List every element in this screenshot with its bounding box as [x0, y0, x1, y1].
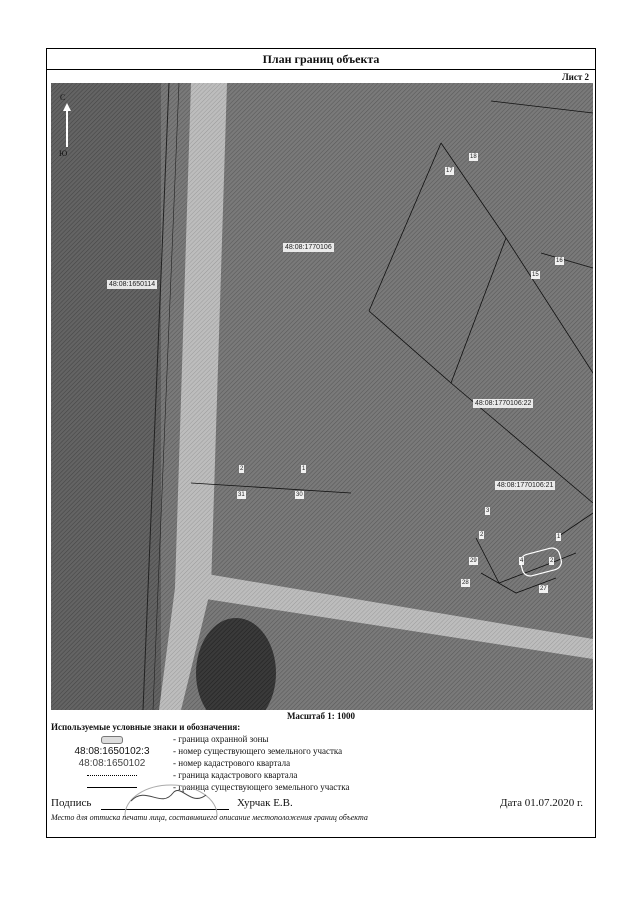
legend-item: [47, 746, 595, 758]
legend-desc: - номер существующего земельного участка: [173, 746, 343, 756]
parcel-label: 48:08:1770106: [285, 244, 332, 251]
parcel-label: 48:08:1770106:22: [475, 400, 532, 407]
legend-symbol: [57, 770, 167, 780]
legend-desc: - граница охранной зоны: [173, 734, 269, 744]
boundary-point: 31: [238, 492, 245, 498]
legend-desc: - граница существующего земельного участка: [173, 782, 350, 792]
document-title: План границ объекта: [47, 49, 595, 70]
compass-north-label: С: [60, 93, 66, 102]
legend-symbol: 48:08:1650102: [78, 758, 146, 769]
boundary-point: 15: [532, 272, 539, 278]
protection-zone-icon: [101, 736, 123, 744]
boundary-point: 30: [296, 492, 303, 498]
signature-stamp-icon: [111, 783, 231, 817]
legend-title: Используемые условные знаки и обозначения:: [51, 722, 241, 732]
quarter-boundary-line-icon: [87, 775, 137, 776]
aerial-map: [51, 83, 593, 710]
compass-south-label: Ю: [59, 149, 68, 158]
legend-symbol: 48:08:1650102:3: [74, 746, 150, 757]
boundary-point: 29: [470, 558, 477, 564]
map-scale: Масштаб 1: 1000: [286, 711, 356, 721]
legend-item: [47, 758, 595, 770]
parcel-label: 48:08:1770106:21: [497, 482, 554, 489]
legend-desc: - граница кадастрового квартала: [173, 770, 298, 780]
sheet-number: Лист 2: [561, 72, 589, 82]
legend-item: [47, 734, 595, 746]
north-arrow: [59, 93, 79, 163]
boundary-point: 18: [470, 154, 477, 160]
boundary-point: 2: [480, 532, 484, 538]
boundary-point: 1: [557, 534, 561, 540]
boundary-point: 27: [540, 586, 547, 592]
boundary-point: 17: [446, 168, 453, 174]
stamp-note: Место для оттиска печати лица, составившего описание местоположения границ объекта: [51, 813, 368, 822]
document-date: Дата 01.07.2020 г.: [500, 797, 583, 809]
legend-desc: - номер кадастрового квартала: [173, 758, 291, 768]
signature-label: Подпись: [51, 797, 92, 809]
legend-item: [47, 770, 595, 782]
boundary-point: 2: [240, 466, 244, 472]
boundary-point: 4: [520, 558, 524, 564]
north-arrow-icon: [61, 103, 73, 153]
parcel-label: 48:08:1650114: [109, 281, 156, 288]
boundary-point: 28: [462, 580, 469, 586]
signer-name: Хурчак Е.В.: [237, 797, 293, 809]
document-sheet: [46, 48, 596, 838]
boundary-point: 1: [302, 466, 306, 472]
map-image: [51, 83, 593, 710]
boundary-point: 2: [550, 558, 554, 564]
signature-row: [51, 797, 591, 813]
boundary-point: 3: [486, 508, 490, 514]
legend-symbol: [57, 734, 167, 744]
boundary-point: 16: [556, 258, 563, 264]
